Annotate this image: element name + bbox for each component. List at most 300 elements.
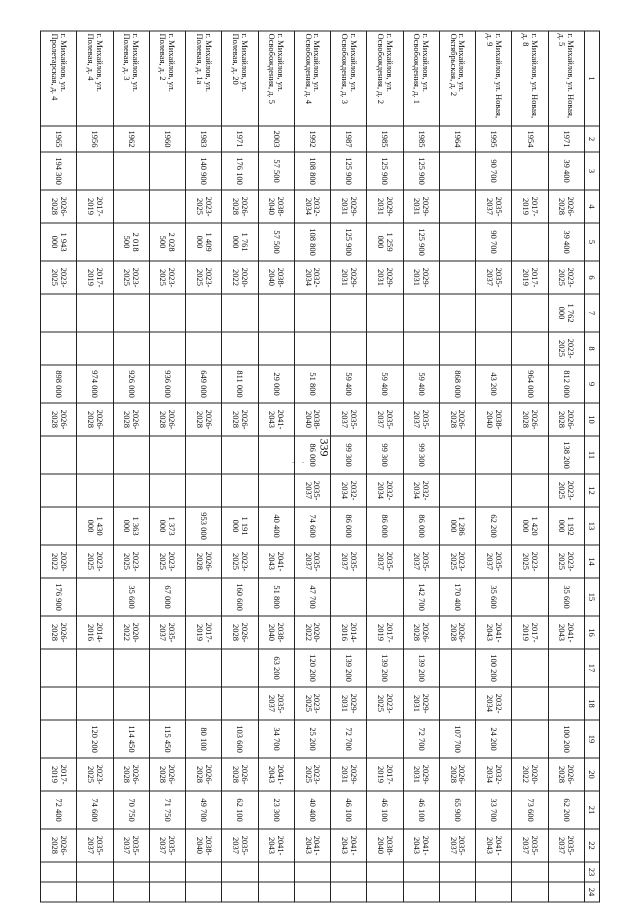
table-cell (439, 190, 475, 223)
table-cell (476, 294, 512, 332)
table-cell: 86 000 (367, 507, 403, 545)
table-cell: 2035-2037 (258, 687, 294, 720)
table-cell (41, 294, 77, 332)
table-cell (186, 882, 222, 902)
table-cell (77, 223, 113, 261)
table-cell: 72 700 (403, 720, 439, 758)
table-cell: 1 762 000 (548, 294, 584, 332)
table-cell (294, 882, 330, 902)
table-cell: 2017-2019 (512, 261, 548, 294)
table-cell (258, 862, 294, 882)
table-cell (222, 436, 258, 474)
table-cell: 2020-2022 (113, 616, 149, 649)
header-cell-8: 8 (585, 332, 600, 365)
table-cell: 953 000 (186, 507, 222, 545)
table-cell: 71 750 (149, 791, 185, 829)
table-cell (331, 332, 367, 365)
table-cell: 2032-2034 (476, 687, 512, 720)
table-cell (77, 649, 113, 687)
table-cell: 1 409 000 (186, 223, 222, 261)
table-cell (41, 720, 77, 758)
table-cell (548, 862, 584, 882)
table-cell (77, 687, 113, 720)
table-cell: 35 600 (476, 578, 512, 616)
table-cell (41, 474, 77, 507)
table-cell: 74 600 (77, 791, 113, 829)
table-cell: 160 600 (222, 578, 258, 616)
table-cell: 2017-2019 (512, 190, 548, 223)
table-cell: 2003 (258, 126, 294, 152)
table-row (186, 31, 222, 902)
table-cell: 1995 (476, 126, 512, 152)
table-cell (41, 862, 77, 882)
table-cell: 2029-2031 (403, 687, 439, 720)
header-cell-10: 10 (585, 403, 600, 436)
table-cell: 2035-2037 (476, 190, 512, 223)
table-cell: 1956 (77, 126, 113, 152)
table-cell: 2026-2028 (439, 616, 475, 649)
table-cell (331, 882, 367, 902)
table-cell: 170 400 (439, 578, 475, 616)
table-cell (41, 649, 77, 687)
table-cell (149, 190, 185, 223)
table-cell: 1985 (403, 126, 439, 152)
table-cell: 2035-2037 (331, 545, 367, 578)
header-cell-1: 1 (585, 31, 600, 126)
table-row (113, 31, 149, 902)
table-cell (439, 649, 475, 687)
table-cell (77, 862, 113, 882)
table-cell (439, 152, 475, 190)
table-cell: 46 100 (367, 791, 403, 829)
table-cell (77, 578, 113, 616)
table-cell: 1965 (41, 126, 77, 152)
table-cell: 25 200 (294, 720, 330, 758)
table-cell: 120 200 (294, 649, 330, 687)
table-cell: 63 200 (258, 649, 294, 687)
table-cell: 2041-2043 (258, 545, 294, 578)
table-cell: 2023-2025 (222, 545, 258, 578)
header-cell-14: 14 (585, 545, 600, 578)
table-cell: 99 300 (403, 436, 439, 474)
table-cell: 2041-2043 (258, 403, 294, 436)
table-cell (367, 294, 403, 332)
table-cell: 34 700 (258, 720, 294, 758)
table-cell: 2017-2019 (367, 616, 403, 649)
table-cell: 2023-2025 (294, 687, 330, 720)
table-row (149, 31, 185, 902)
table-cell: 57 500 (258, 152, 294, 190)
table-cell: 176 900 (41, 578, 77, 616)
table-cell: 115 450 (149, 720, 185, 758)
table-cell: 2020-2022 (222, 261, 258, 294)
table-cell: 898 000 (41, 365, 77, 403)
table-cell: 2017-2019 (41, 758, 77, 791)
table-cell: 23 300 (258, 791, 294, 829)
table-cell: 80 100 (186, 720, 222, 758)
table-cell: 108 800 (294, 152, 330, 190)
table-cell: 2029-2031 (367, 261, 403, 294)
table-cell: 1 420 000 (512, 507, 548, 545)
table-cell: 120 200 (77, 720, 113, 758)
table-cell: 100 200 (476, 649, 512, 687)
table-cell: 2035-2037 (331, 403, 367, 436)
header-cell-20: 20 (585, 758, 600, 791)
table-cell: 2 018 500 (113, 223, 149, 261)
table-cell (222, 882, 258, 902)
table-cell (149, 862, 185, 882)
table-cell: 1987 (331, 126, 367, 152)
table-cell: 2023-2025 (367, 687, 403, 720)
table-cell: 67 000 (149, 578, 185, 616)
table-cell: 51 800 (294, 365, 330, 403)
table-cell: 59 400 (331, 365, 367, 403)
table-cell: 1985 (367, 126, 403, 152)
table-cell: 2035-2037 (294, 474, 330, 507)
table-cell: 2017-2019 (512, 616, 548, 649)
table-cell: 2029-2031 (367, 190, 403, 223)
header-cell-5: 5 (585, 223, 600, 261)
table-cell (403, 294, 439, 332)
table-cell: 1 363 000 (113, 507, 149, 545)
table-cell (512, 578, 548, 616)
table-cell (113, 294, 149, 332)
table-cell: 2026-2028 (77, 403, 113, 436)
table-row (548, 31, 584, 902)
table-cell (512, 882, 548, 902)
header-cell-11: 11 (585, 436, 600, 474)
table-cell (331, 862, 367, 882)
header-cell-21: 21 (585, 791, 600, 829)
table-cell: 62 200 (548, 791, 584, 829)
table-cell (222, 687, 258, 720)
table-cell: 125 900 (331, 223, 367, 261)
table-cell: 2017-2019 (367, 758, 403, 791)
table-cell (113, 862, 149, 882)
header-cell-18: 18 (585, 687, 600, 720)
table-cell: 46 100 (331, 791, 367, 829)
table-cell: 2032-2034 (403, 474, 439, 507)
table-cell (149, 649, 185, 687)
table-cell: 1971 (548, 126, 584, 152)
table-cell: 2020-2022 (294, 616, 330, 649)
table-cell (258, 436, 294, 474)
table-cell: 2014-2016 (331, 616, 367, 649)
table-cell (186, 436, 222, 474)
table-cell (186, 687, 222, 720)
table-cell: 125 900 (403, 223, 439, 261)
table-cell (113, 474, 149, 507)
table-cell: 2026-2028 (41, 616, 77, 649)
table-cell (548, 687, 584, 720)
table-cell (512, 649, 548, 687)
table-cell (367, 882, 403, 902)
margin-mark-icon: · · (288, 461, 308, 464)
table-cell: 35 600 (113, 578, 149, 616)
table-cell (403, 882, 439, 902)
table-cell: 2026-2028 (149, 403, 185, 436)
table-cell (222, 649, 258, 687)
table-cell: 47 700 (294, 578, 330, 616)
table-cell: 649 000 (186, 365, 222, 403)
table-cell (149, 294, 185, 332)
table-cell: 2026-2028 (222, 403, 258, 436)
table-cell: 2023-2025 (439, 545, 475, 578)
table-cell (186, 294, 222, 332)
table-cell: 43 200 (476, 365, 512, 403)
address-cell: г. Михайлов, ул. Полевая, д. 2 (149, 31, 185, 126)
table-cell: 59 400 (367, 365, 403, 403)
address-cell: г. Михайлов, ул. Октябрьская, д. 2 (439, 31, 475, 126)
table-row (512, 31, 548, 902)
table-cell: 2023-2025 (548, 474, 584, 507)
table-cell: 46 100 (403, 791, 439, 829)
table-cell: 2041-2043 (403, 829, 439, 862)
table-cell: 2023-2025 (512, 545, 548, 578)
table-cell (367, 862, 403, 882)
table-cell: 2041-2043 (476, 616, 512, 649)
table-cell (512, 474, 548, 507)
table-cell: 2041-2043 (294, 829, 330, 862)
header-cell-17: 17 (585, 649, 600, 687)
table-cell: 90 700 (476, 152, 512, 190)
table-cell (41, 332, 77, 365)
table-cell: 2029-2031 (403, 758, 439, 791)
table-cell: 1 373 000 (149, 507, 185, 545)
table-cell: 2026-2028 (186, 758, 222, 791)
table-cell (439, 436, 475, 474)
table-cell (222, 474, 258, 507)
table-cell: 2026-2028 (186, 545, 222, 578)
table-cell: 2035-2037 (512, 829, 548, 862)
address-cell: г. Михайлов, ул. Полевая, д. 4 (77, 31, 113, 126)
table-cell: 2026-2028 (548, 403, 584, 436)
table-cell: 39 400 (548, 223, 584, 261)
header-cell-6: 6 (585, 261, 600, 294)
table-cell: 33 700 (476, 791, 512, 829)
table-row (367, 31, 403, 902)
header-cell-2: 2 (585, 126, 600, 152)
table-cell (512, 332, 548, 365)
table-cell: 1 761 000 (222, 223, 258, 261)
table-cell (77, 882, 113, 902)
table-cell: 2032-2034 (476, 758, 512, 791)
table-cell (113, 332, 149, 365)
table-cell: 2032-2034 (294, 261, 330, 294)
table-cell: 125 900 (331, 152, 367, 190)
table-cell: 139 200 (367, 649, 403, 687)
table-cell (77, 332, 113, 365)
table-cell (77, 152, 113, 190)
table-cell (222, 294, 258, 332)
table-cell: 1960 (149, 126, 185, 152)
table-cell (186, 332, 222, 365)
table-cell: 2041-2043 (476, 829, 512, 862)
table-cell (294, 294, 330, 332)
table-cell: 72 400 (41, 791, 77, 829)
table-cell: 2041-2043 (258, 829, 294, 862)
table-cell: 2017-2019 (77, 190, 113, 223)
table-cell: 99 300 (367, 436, 403, 474)
table-cell (113, 687, 149, 720)
header-cell-23: 23 (585, 862, 600, 882)
table-cell (367, 578, 403, 616)
table-cell: 125 900 (367, 152, 403, 190)
table-cell (548, 882, 584, 902)
table-cell: 812 000 (548, 365, 584, 403)
header-cell-4: 4 (585, 190, 600, 223)
table-cell: 964 000 (512, 365, 548, 403)
table-cell: 2023-2025 (149, 261, 185, 294)
table-cell (476, 862, 512, 882)
table-cell: 2038-2040 (294, 403, 330, 436)
table-cell (186, 474, 222, 507)
table-cell: 40 400 (294, 791, 330, 829)
table-cell (512, 862, 548, 882)
table-cell: 2041-2043 (258, 758, 294, 791)
table-cell: 2032-2034 (367, 474, 403, 507)
address-cell: г. Михайлов, ул. Освобождения, д. 2 (367, 31, 403, 126)
table-cell: 2023-2025 (113, 261, 149, 294)
table-cell: 62 200 (476, 507, 512, 545)
table-cell: 59 400 (403, 365, 439, 403)
table-cell: 2023-2025 (548, 545, 584, 578)
table-row (41, 31, 77, 902)
address-cell: г. Михайлов, ул. Новая, д. 8 (512, 31, 548, 126)
table-cell (41, 687, 77, 720)
table-cell (113, 190, 149, 223)
table-cell: 1 259 000 (367, 223, 403, 261)
table-cell (548, 649, 584, 687)
table-cell: 90 700 (476, 223, 512, 261)
table-cell (476, 882, 512, 902)
table-cell: 2029-2031 (403, 261, 439, 294)
table-cell: 194 300 (41, 152, 77, 190)
header-cell-22: 22 (585, 829, 600, 862)
header-cell-9: 9 (585, 365, 600, 403)
table-cell: 2035-2037 (476, 545, 512, 578)
table-cell: 1 286 000 (439, 507, 475, 545)
table-cell: 868 000 (439, 365, 475, 403)
table-cell: 2032-2034 (294, 190, 330, 223)
table-cell: 1962 (113, 126, 149, 152)
table-cell: 974 000 (77, 365, 113, 403)
table-cell: 74 600 (294, 507, 330, 545)
table-cell: 2023-2025 (77, 545, 113, 578)
table-cell: 51 800 (258, 578, 294, 616)
table-cell: 2017-2019 (186, 616, 222, 649)
table-cell: 2035-2037 (222, 829, 258, 862)
table-cell: 125 900 (403, 152, 439, 190)
table-cell: 2023-2025 (548, 332, 584, 365)
table-cell (149, 152, 185, 190)
address-cell: г. Михайлов, ул. Новая, д. 9 (476, 31, 512, 126)
table-cell (186, 578, 222, 616)
table-cell: 2026-2028 (512, 403, 548, 436)
table-cell: 936 000 (149, 365, 185, 403)
table-cell: 2023-2025 (548, 261, 584, 294)
table-cell: 1954 (512, 126, 548, 152)
table-cell: 2026-2028 (403, 616, 439, 649)
address-cell: г. Михайлов, ул. Новая, д. 5 (548, 31, 584, 126)
header-cell-7: 7 (585, 294, 600, 332)
table-cell (258, 332, 294, 365)
table-cell: 1 191 000 (222, 507, 258, 545)
table-cell: 2038-2040 (258, 261, 294, 294)
table-cell: 139 200 (331, 649, 367, 687)
table-cell: 2035-2037 (548, 829, 584, 862)
table-cell (367, 332, 403, 365)
table-cell: 2041-2043 (331, 829, 367, 862)
header-cell-16: 16 (585, 616, 600, 649)
table-cell (186, 862, 222, 882)
table-cell (77, 294, 113, 332)
table-cell (476, 474, 512, 507)
table-cell: 2035-2037 (439, 829, 475, 862)
table-cell: 2026-2028 (548, 758, 584, 791)
table-cell: 2035-2037 (476, 261, 512, 294)
table-cell: 2029-2031 (331, 758, 367, 791)
table-cell (149, 687, 185, 720)
table-cell (403, 332, 439, 365)
table-cell: 2032-2034 (331, 474, 367, 507)
table-cell: 2023-2025 (41, 261, 77, 294)
table-cell: 142 700 (403, 578, 439, 616)
table-cell (113, 436, 149, 474)
table-cell: 1983 (186, 126, 222, 152)
table-cell: 2029-2031 (331, 190, 367, 223)
table-cell: 2035-2037 (149, 829, 185, 862)
table-cell (439, 862, 475, 882)
table-row (77, 31, 113, 902)
address-cell: г. Михайлов, ул. Полевая, д. 3 (113, 31, 149, 126)
table-cell: 39 400 (548, 152, 584, 190)
table-cell: 99 300 (331, 436, 367, 474)
table-cell: 2026-2028 (222, 616, 258, 649)
table-cell: 2026-2028 (149, 758, 185, 791)
table-row (439, 31, 475, 902)
table-cell (331, 294, 367, 332)
table-cell: 2026-2028 (222, 758, 258, 791)
table-row (403, 31, 439, 902)
address-cell: г. Михайлов, ул. Освобождения, д. 3 (331, 31, 367, 126)
table-cell: 29 000 (258, 365, 294, 403)
table-cell (113, 649, 149, 687)
table-cell: 2020-2022 (41, 545, 77, 578)
table-cell: 2017-2019 (77, 261, 113, 294)
table-cell: 2026-2028 (41, 190, 77, 223)
table-cell: 2023-2025 (77, 758, 113, 791)
table-cell (258, 882, 294, 902)
table-cell: 2023-2025 (186, 190, 222, 223)
table-cell (149, 436, 185, 474)
table-cell (186, 649, 222, 687)
table-cell: 2035-2037 (367, 545, 403, 578)
table-cell: 100 200 (548, 720, 584, 758)
table-cell: 1 192 000 (548, 507, 584, 545)
table-cell: 2029-2031 (331, 261, 367, 294)
table-cell: 176 100 (222, 152, 258, 190)
table-cell: 107 700 (439, 720, 475, 758)
table-cell: 2029-2031 (403, 190, 439, 223)
table-cell (476, 436, 512, 474)
table-cell: 2023-2025 (186, 261, 222, 294)
table-cell: 2035-2037 (77, 829, 113, 862)
table-cell: 108 800 (294, 223, 330, 261)
table-cell: 2035-2037 (113, 829, 149, 862)
table-cell (258, 294, 294, 332)
table-cell: 2038-2040 (476, 403, 512, 436)
